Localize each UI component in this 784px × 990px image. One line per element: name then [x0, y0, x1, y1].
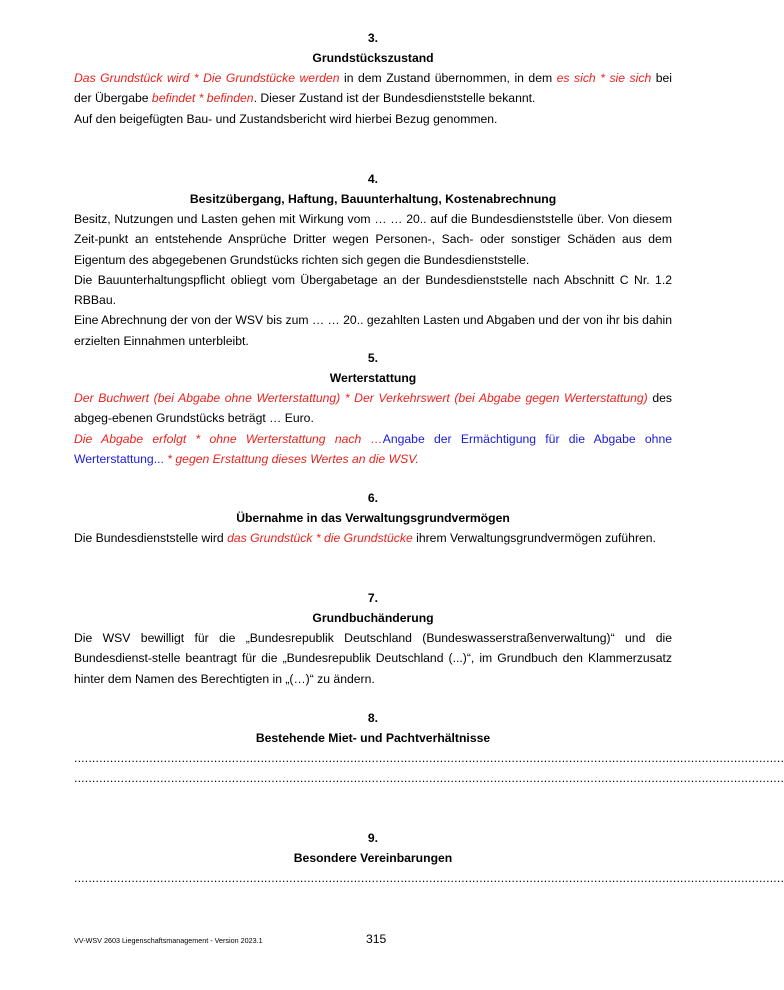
section-7-number: 7. — [367, 591, 379, 605]
footer-page-number: 315 — [366, 932, 387, 946]
section-8-title: Bestehende Miet- und Pachtverhältnisse — [255, 731, 491, 745]
section-7-paragraph-1: Die WSV bewilligt für die „Bundesrepublik Deutschland (Bundeswasserstraßenverwaltung)“ und die Bundesdienst-stelle beantragt für die „Bundesrepublik Deutschland (...)“, im Grundbuch den Klammerzusatz hinter dem Namen des Berechtigten in „(…)“ zu ändern. — [74, 631, 672, 686]
variant-text: Der Buchwert (bei Abgabe ohne Werterstattung) * Der Verkehrswert (bei Abgabe gegen Werterstattung) — [74, 391, 648, 405]
variant-text: Die Abgabe erfolgt * ohne Werterstattung nach … — [74, 431, 383, 446]
section-3-paragraph-1 — [74, 68, 672, 109]
variant-text: Das Grundstück wird * Die Grundstücke werden — [74, 71, 340, 85]
fill-in-line[interactable]: ...................................................................................................................................................................................................... — [74, 871, 784, 885]
section-8-number: 8. — [367, 711, 379, 725]
text: des abgeg-ebenen Grundstücks beträgt … Euro. — [74, 391, 672, 426]
variant-text: es sich * sie sich — [556, 71, 652, 85]
variant-text: das Grundstück * die Grundstücke — [227, 531, 413, 545]
section-4-title: Besitzübergang, Haftung, Bauunterhaltung, Kostenabrechnung — [189, 192, 557, 206]
section-9-number: 9. — [367, 831, 379, 845]
section-4 — [74, 169, 672, 351]
section-6-paragraph-1 — [74, 528, 672, 548]
section-6-number: 6. — [367, 491, 379, 505]
section-6-title: Übernahme in das Verwaltungsgrundvermögen — [236, 511, 510, 525]
section-4-paragraph-2: Die Bauunterhaltungspflicht obliegt vom Übergabetage an der Bundesdienststelle nach Abschnitt C Nr. 1.2 RBBau. — [74, 272, 672, 308]
section-6 — [74, 488, 672, 548]
section-4-number: 4. — [367, 172, 379, 186]
variant-text: befindet * befinden — [151, 91, 254, 106]
section-5 — [74, 348, 672, 469]
section-8 — [74, 708, 784, 788]
section-4-paragraph-1: Besitz, Nutzungen und Lasten gehen mit Wirkung vom … … 20.. auf die Bundesdienststelle über. Von diesem Zeit-punkt an entstehende Ansprüche Dritter wegen Personen-, Sach- oder sonstiger Schäden aus dem Eigentum des abgegebenen Grundstücks richten sich gegen die Bundesdienststelle. — [74, 212, 672, 267]
section-7-title: Grundbuchänderung — [312, 611, 434, 625]
fill-in-line[interactable]: ...................................................................................................................................................................................................... — [74, 771, 784, 785]
footer-document-id: VV-WSV 2603 Liegenschaftsmanagement - Version 2023.1 — [74, 936, 263, 945]
section-5-paragraph-2 — [74, 429, 672, 470]
text: . Dieser Zustand ist der Bundesdienststelle bekannt. — [253, 91, 536, 106]
section-9-title: Besondere Vereinbarungen — [293, 851, 453, 865]
section-5-title: Werterstattung — [329, 371, 417, 385]
section-4-paragraph-3: Eine Abrechnung der von der WSV bis zum … … 20.. gezahlten Lasten und Abgaben und der von ihr bis dahin erzielten Einnahmen unterbleibt. — [74, 313, 672, 348]
fill-in-line[interactable]: ...................................................................................................................................................................................................... — [74, 751, 784, 765]
placeholder-text: Angabe der Ermächtigung für die Abgabe ohne Werterstattung... — [74, 431, 673, 466]
section-5-paragraph-1 — [74, 388, 672, 429]
section-3 — [74, 28, 672, 129]
section-3-title: Grundstückszustand — [312, 51, 434, 65]
section-3-paragraph-2: Auf den beigefügten Bau- und Zustandsbericht wird hierbei Bezug genommen. — [74, 111, 498, 126]
text: Die Bundesdienststelle wird — [74, 531, 228, 545]
section-5-number: 5. — [367, 351, 379, 365]
text: ihrem Verwaltungsgrundvermögen zuführen. — [412, 531, 656, 545]
section-9 — [74, 828, 784, 888]
section-7 — [74, 588, 672, 689]
section-3-number: 3. — [367, 31, 379, 45]
text: in dem Zustand übernommen, in dem — [339, 71, 557, 85]
variant-text: * gegen Erstattung dieses Wertes an die WSV. — [163, 451, 419, 466]
text: bei der Übergabe — [74, 71, 673, 106]
